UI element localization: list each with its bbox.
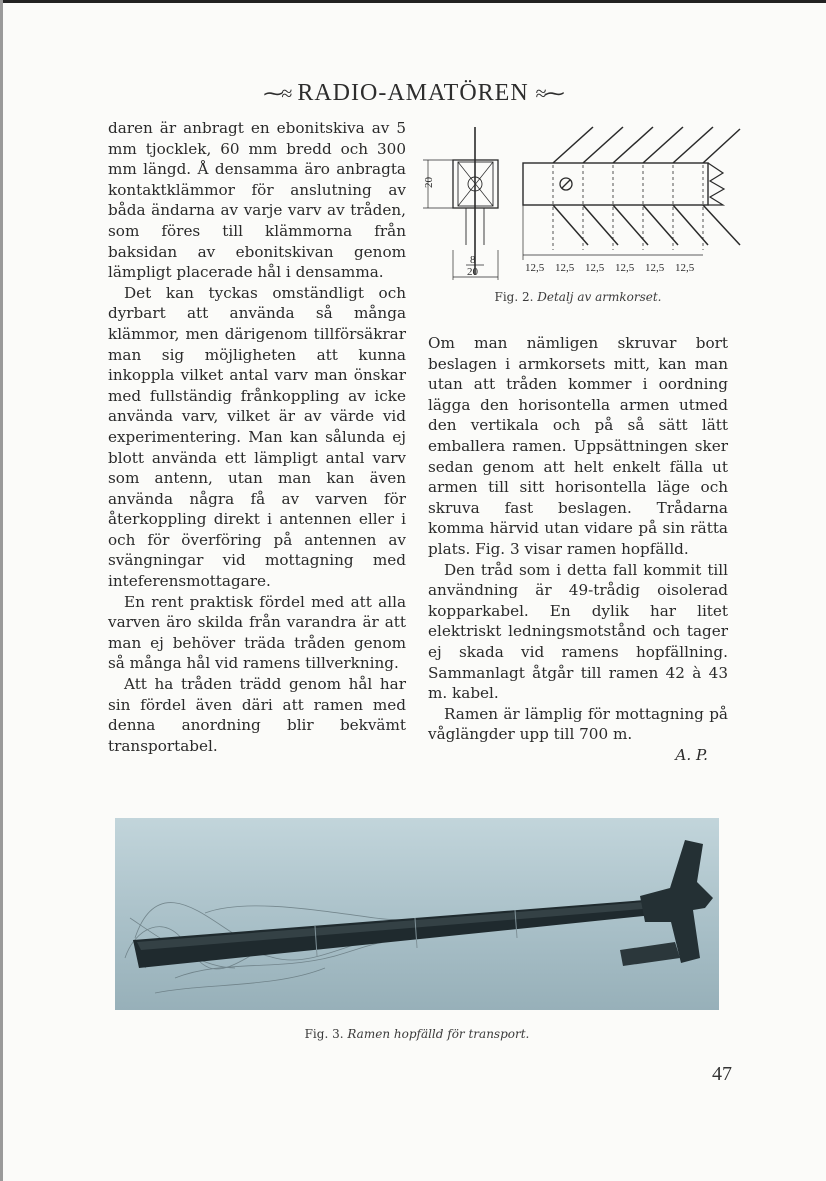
figure-2-caption <box>428 290 728 304</box>
paragraph: Att ha tråden trädd genom hål har sin fördel även däri att ramen med denna anordning blir bekvämt transportabel. <box>108 675 406 755</box>
text-column-right <box>428 333 728 765</box>
page-left-edge <box>0 0 3 1181</box>
page-number: 47 <box>712 1063 732 1085</box>
folded-frame-antenna-image <box>115 818 719 1010</box>
paragraph: En rent praktisk fördel med att alla varven äro skilda från varandra är att man ej behöver träda tråden genom så många hål vid ramens tillverkning. <box>108 592 406 673</box>
figure-3-photo <box>115 818 719 1010</box>
paragraph: Den tråd som i detta fall kommit till användning är 49-trådig oisolerad kopparkabel. En dylik har litet elektriskt ledningsmotstånd och tager ej skada vid ramens hopfällning. Sammanlagt åtgår till ramen 42 à 43 m. kabel. <box>428 560 728 703</box>
spacing-label: 12,5 <box>615 262 635 274</box>
paragraph: daren är anbragt en ebonitskiva av 5 mm tjocklek, 60 mm bredd och 300 mm längd. Å densamma äro anbragta kontaktklämmor för anslutning av båda ändarna av varje varv av tråden, som föres till klämmorna från baksidan av ebonitskivan genom lämpligt placerade hål i densamma. <box>108 119 406 282</box>
figure-2-label: Fig. 2. <box>494 290 534 304</box>
running-header <box>0 80 826 107</box>
author-signature: A. P. <box>675 745 708 764</box>
magazine-title: RADIO-AMATÖREN <box>297 80 529 106</box>
dimension-label-20-bottom: 20 <box>467 266 478 278</box>
figure-2-text: Detalj av armkorset. <box>537 290 662 304</box>
spacing-label: 12,5 <box>555 262 575 274</box>
text-column-left <box>108 118 406 756</box>
spacing-label: 12,5 <box>645 262 665 274</box>
paragraph: Om man nämligen skruvar bort beslagen i armkorsets mitt, kan man utan att tråden kommer i oordning lägga den horisontella armen utmed den vertikala och på så sätt lätt emballera ramen. Uppsättningen sker sedan genom att helt enkelt fälla ut armen till sitt horisontella läge och skruva fast beslagen. Trådarna komma härvid utan vidare på sin rätta plats. Fig. 3 visar ramen hopfälld. <box>428 334 728 558</box>
header-ornament-right: ≈⁓ <box>535 83 563 105</box>
paragraph: Det kan tyckas omständligt och dyrbart att använda så många klämmor, men därigenom tillförsäkrar man sig möjligheten att kunna inkoppla vilket antal varv man önskar med fullständig frånkoppling av icke använda varv, vilket är av värde vid experimentering. Man kan sålunda ej blott använda ett lämpligt antal varv som antenn, utan man kan även använda några få av varven för återkoppling direkt i antennen eller i och för överföring på antennen av svängningar vid mottagning med inteferensmottagare. <box>108 283 406 591</box>
figure-3-text: Ramen hopfälld för transport. <box>347 1027 530 1041</box>
dimension-label-20: 20 <box>423 177 435 188</box>
spacing-label: 12,5 <box>675 262 695 274</box>
spacing-label: 12,5 <box>525 262 545 274</box>
spacing-label: 12,5 <box>585 262 605 274</box>
header-ornament-left: ⁓≈ <box>263 83 291 105</box>
dimension-label-8: 8 <box>470 254 476 266</box>
page-top-edge <box>0 0 826 3</box>
figure-3-label: Fig. 3. <box>304 1027 344 1041</box>
paragraph: Ramen är lämplig för mottagning på våglängder upp till 700 m. <box>428 704 728 744</box>
figure-3-caption <box>115 1027 719 1041</box>
